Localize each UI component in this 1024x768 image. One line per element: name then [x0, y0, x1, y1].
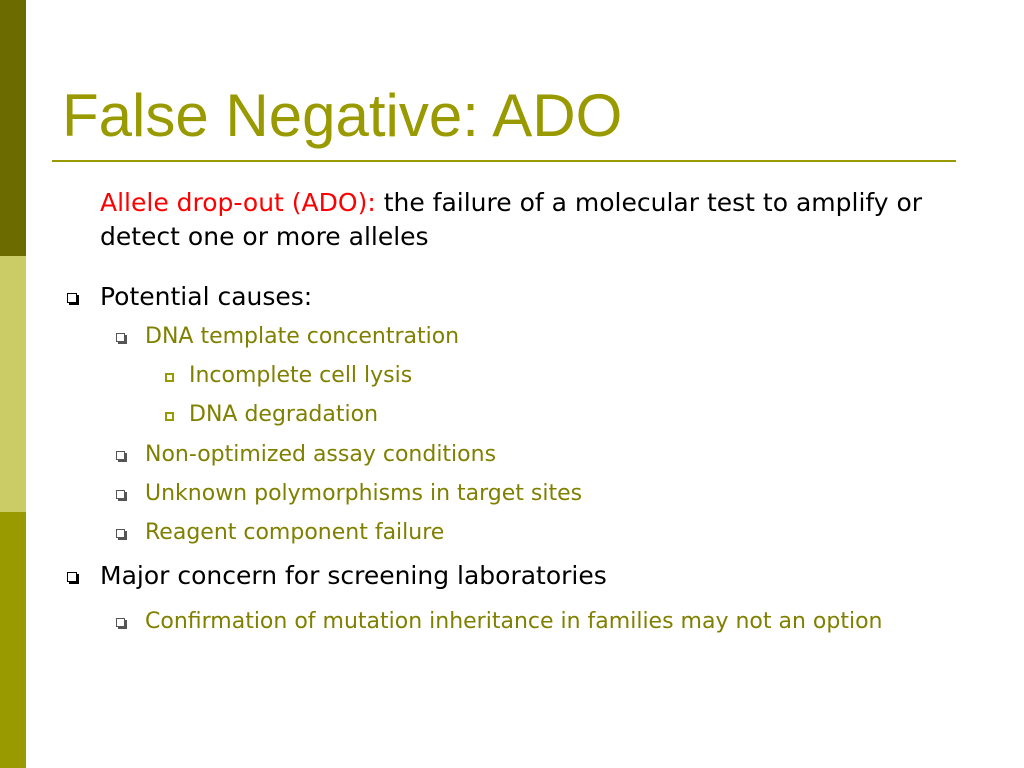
- bullet-dna-degradation: DNA degradation: [189, 402, 379, 427]
- title-divider: [52, 160, 956, 162]
- definition-paragraph: [100, 186, 940, 254]
- slide-title: False Negative: ADO: [62, 82, 623, 149]
- definition-text: the failure of a molecular test to amplify or detect one or more alleles: [100, 188, 923, 251]
- bullet-square-icon: [116, 490, 125, 499]
- bullet-confirmation-of-mutation: Confirmation of mutation inheritance in families may not an option: [145, 609, 883, 634]
- definition-term: Allele drop-out (ADO):: [100, 188, 376, 217]
- bullet-major-concern: Major concern for screening laboratories: [100, 561, 607, 590]
- bullet-hollow-square-icon: [165, 373, 174, 382]
- bullet-hollow-square-icon: [165, 412, 174, 421]
- bullet-square-icon: [67, 293, 77, 303]
- bullet-non-optimized-assay: Non-optimized assay conditions: [145, 442, 497, 467]
- sidebar-band-mid: [0, 512, 26, 768]
- bullet-dna-template-concentration: DNA template concentration: [145, 324, 460, 349]
- bullet-unknown-polymorphisms: Unknown polymorphisms in target sites: [145, 481, 583, 506]
- sidebar-band-light: [0, 256, 26, 512]
- bullet-reagent-component-failure: Reagent component failure: [145, 520, 445, 545]
- bullet-square-icon: [116, 529, 125, 538]
- bullet-square-icon: [67, 572, 77, 582]
- bullet-potential-causes: Potential causes:: [100, 282, 313, 311]
- bullet-square-icon: [116, 333, 125, 342]
- bullet-square-icon: [116, 618, 125, 627]
- sidebar-band-dark: [0, 0, 26, 256]
- bullet-incomplete-cell-lysis: Incomplete cell lysis: [189, 363, 413, 388]
- bullet-square-icon: [116, 451, 125, 460]
